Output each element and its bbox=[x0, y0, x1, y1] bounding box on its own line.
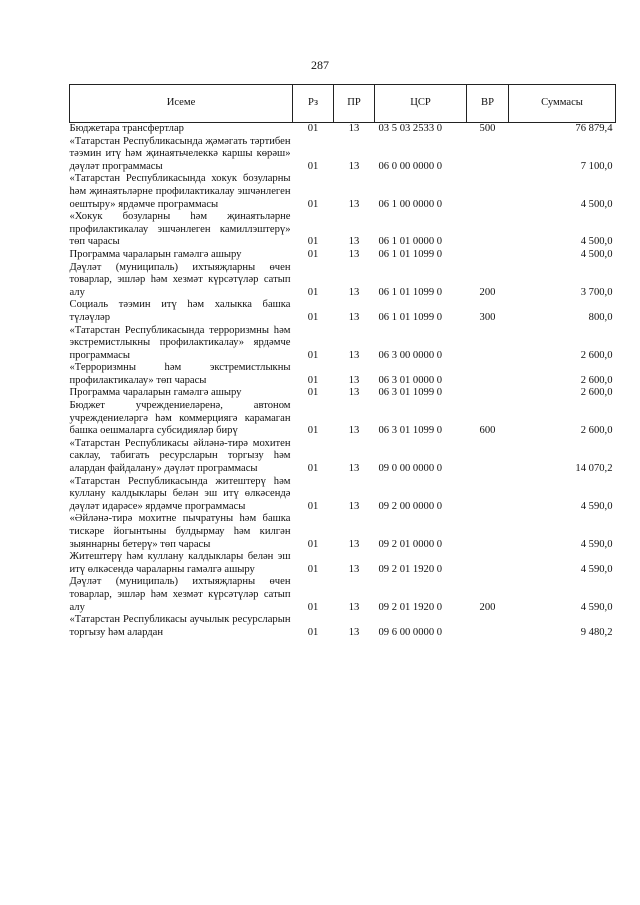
table-row bbox=[70, 476, 616, 514]
row-pr: 13 bbox=[348, 425, 360, 437]
row-vr bbox=[467, 387, 509, 400]
row-name: Бюджет учреждениеләренә, автоном учреждениеләргә һәм коммерциягә карамаган башка оешмаларга субсидияләр бирү bbox=[69, 400, 291, 437]
row-pr: 13 bbox=[348, 286, 360, 298]
header-vr: ВР bbox=[467, 85, 509, 123]
row-rz: 01 bbox=[307, 463, 319, 475]
row-name: Бюджетара трансфертлар bbox=[69, 123, 184, 134]
header-rz: Рз bbox=[293, 85, 334, 123]
table-row bbox=[70, 211, 616, 249]
header-sum: Суммасы bbox=[509, 85, 616, 123]
row-sum: 4 590,0 bbox=[580, 500, 613, 512]
row-sum: 2 600,0 bbox=[580, 425, 613, 437]
row-vr: 600 bbox=[479, 425, 496, 437]
page-number: 287 bbox=[311, 58, 329, 72]
row-rz: 01 bbox=[307, 286, 319, 298]
row-rz: 01 bbox=[307, 387, 319, 399]
row-csr: 06 0 00 0000 0 bbox=[378, 160, 443, 172]
row-sum: 4 590,0 bbox=[580, 538, 613, 550]
table-row bbox=[70, 136, 616, 174]
row-vr: 300 bbox=[479, 311, 496, 323]
row-rz: 01 bbox=[307, 601, 319, 613]
row-sum: 800,0 bbox=[588, 311, 613, 323]
row-rz: 01 bbox=[307, 425, 319, 437]
row-vr bbox=[467, 362, 509, 387]
row-name: «Татарстан Республикасы әйләнә-тирә мохитен саклау, табигать ресурсларын торгызу һәм алардан файдалану» дәүләт программасы bbox=[69, 437, 291, 475]
table-row bbox=[70, 362, 616, 387]
row-name: Социаль тәэмин итү һәм халыкка башка түләүләр bbox=[69, 299, 291, 323]
row-rz: 01 bbox=[307, 160, 319, 172]
row-pr: 13 bbox=[348, 248, 360, 260]
row-pr: 13 bbox=[348, 500, 360, 512]
table-row bbox=[70, 123, 616, 136]
row-sum: 2 600,0 bbox=[580, 349, 613, 361]
row-csr: 09 6 00 0000 0 bbox=[378, 626, 443, 638]
row-vr bbox=[467, 476, 509, 514]
row-rz: 01 bbox=[307, 236, 319, 248]
row-rz: 01 bbox=[307, 123, 319, 134]
row-rz: 01 bbox=[307, 311, 319, 323]
table-row bbox=[70, 438, 616, 476]
row-csr: 06 1 00 0000 0 bbox=[378, 198, 443, 210]
table-row bbox=[70, 325, 616, 363]
row-rz: 01 bbox=[307, 563, 319, 575]
row-csr: 06 3 01 1099 0 bbox=[378, 425, 443, 437]
row-sum: 4 590,0 bbox=[580, 601, 613, 613]
row-sum: 4 590,0 bbox=[580, 563, 613, 575]
table-row bbox=[70, 576, 616, 614]
row-pr: 13 bbox=[348, 463, 360, 475]
row-name: Программа чараларын гамәлгә ашыру bbox=[69, 248, 242, 260]
row-pr: 13 bbox=[348, 601, 360, 613]
row-sum: 14 070,2 bbox=[575, 463, 613, 475]
row-rz: 01 bbox=[307, 349, 319, 361]
row-name: «Әйләнә-тирә мохитне пычратуны һәм башка тискәре йогынтыны булдырмау һәм килгән зыяннарны бетерү» төп чарасы bbox=[69, 513, 291, 550]
row-name: Дәүләт (муниципаль) ихтыяҗларны өчен товарлар, эшләр һәм хезмәт күрсәтүләр сатып алу bbox=[69, 261, 291, 298]
row-csr: 03 5 03 2533 0 bbox=[378, 123, 443, 134]
row-name: «Хокук бозуларны һәм җинаятьләрне профилактикалау эшчәнлеген камиллэштерү» төп чарасы bbox=[69, 211, 291, 248]
table-row bbox=[70, 249, 616, 262]
row-pr: 13 bbox=[348, 374, 360, 386]
row-pr: 13 bbox=[348, 198, 360, 210]
row-pr: 13 bbox=[348, 123, 360, 134]
row-pr: 13 bbox=[348, 626, 360, 638]
row-name: «Татарстан Республикасы аучылык ресурсларын торгызу һәм алардан bbox=[69, 614, 291, 638]
row-rz: 01 bbox=[307, 538, 319, 550]
row-vr: 500 bbox=[479, 123, 496, 134]
row-csr: 06 1 01 1099 0 bbox=[378, 286, 443, 298]
row-csr: 09 0 00 0000 0 bbox=[378, 463, 443, 475]
row-name: «Терроризмны һәм экстремистлыкны профилактикалау» төп чарасы bbox=[69, 362, 291, 386]
row-pr: 13 bbox=[348, 349, 360, 361]
row-name: «Татарстан Республикасында хокук бозуларны һәм җинаятьләрне профилактикалау эшчәнлеген оештыру» ярдәмче программасы bbox=[69, 173, 291, 210]
row-pr: 13 bbox=[348, 538, 360, 550]
table-row bbox=[70, 262, 616, 300]
row-sum: 3 700,0 bbox=[580, 286, 613, 298]
row-pr: 13 bbox=[348, 563, 360, 575]
table-row bbox=[70, 387, 616, 400]
table-row bbox=[70, 551, 616, 576]
row-vr bbox=[467, 173, 509, 211]
row-sum: 2 600,0 bbox=[580, 374, 613, 386]
row-csr: 06 1 01 1099 0 bbox=[378, 311, 443, 323]
header-csr: ЦСР bbox=[375, 85, 467, 123]
row-csr: 09 2 01 1920 0 bbox=[378, 563, 443, 575]
row-sum: 9 480,2 bbox=[580, 626, 613, 638]
table-row bbox=[70, 400, 616, 438]
row-vr bbox=[467, 325, 509, 363]
row-vr: 200 bbox=[479, 601, 496, 613]
row-csr: 09 2 00 0000 0 bbox=[378, 500, 443, 512]
row-pr: 13 bbox=[348, 236, 360, 248]
row-rz: 01 bbox=[307, 626, 319, 638]
row-name: «Татарстан Республикасында житештерү һәм куллану калдыклары белән эш итү өлкәсендә дәүләт идарәсе» ярдәмче программасы bbox=[69, 475, 291, 512]
row-vr: 200 bbox=[479, 286, 496, 298]
row-rz: 01 bbox=[307, 198, 319, 210]
table-row bbox=[70, 614, 616, 639]
row-vr bbox=[467, 614, 509, 639]
row-name: Дәүләт (муниципаль) ихтыяҗларны өчен товарлар, эшләр һәм хезмәт күрсәтүләр сатып алу bbox=[69, 576, 291, 613]
table-row bbox=[70, 299, 616, 324]
row-vr bbox=[467, 513, 509, 551]
row-csr: 06 1 01 0000 0 bbox=[378, 236, 443, 248]
budget-table bbox=[69, 84, 616, 639]
row-vr bbox=[467, 438, 509, 476]
row-vr bbox=[467, 136, 509, 174]
row-name: Житештерү һәм куллану калдыклары белән эш итү өлкәсендә чараларны гамәлгә ашыру bbox=[69, 551, 291, 575]
row-name: Программа чараларын гамәлгә ашыру bbox=[69, 387, 242, 399]
table-header-row bbox=[70, 85, 616, 123]
row-vr bbox=[467, 551, 509, 576]
row-sum: 76 879,4 bbox=[575, 123, 613, 134]
row-csr: 09 2 01 0000 0 bbox=[378, 538, 443, 550]
row-sum: 2 600,0 bbox=[580, 387, 613, 399]
row-vr bbox=[467, 249, 509, 262]
row-vr bbox=[467, 211, 509, 249]
table-row bbox=[70, 173, 616, 211]
row-name: «Татарстан Республикасында терроризмны һәм экстремистлыкны профилактикалау» ярдәмче программасы bbox=[69, 324, 291, 361]
row-csr: 06 3 01 1099 0 bbox=[378, 387, 443, 399]
row-rz: 01 bbox=[307, 500, 319, 512]
header-pr: ПР bbox=[334, 85, 375, 123]
row-name: «Татарстан Республикасында җәмәгать тәртибен тәэмин итү һәм җинаятьчелеккә каршы көрәш» дәүләт программасы bbox=[69, 135, 291, 172]
row-rz: 01 bbox=[307, 374, 319, 386]
row-pr: 13 bbox=[348, 160, 360, 172]
row-csr: 06 3 01 0000 0 bbox=[378, 374, 443, 386]
row-sum: 4 500,0 bbox=[580, 236, 613, 248]
header-name: Исеме bbox=[70, 85, 293, 123]
row-sum: 4 500,0 bbox=[580, 198, 613, 210]
table-row bbox=[70, 513, 616, 551]
row-pr: 13 bbox=[348, 311, 360, 323]
row-csr: 09 2 01 1920 0 bbox=[378, 601, 443, 613]
row-sum: 4 500,0 bbox=[580, 248, 613, 260]
row-sum: 7 100,0 bbox=[580, 160, 613, 172]
row-csr: 06 1 01 1099 0 bbox=[378, 248, 443, 260]
row-pr: 13 bbox=[348, 387, 360, 399]
row-csr: 06 3 00 0000 0 bbox=[378, 349, 443, 361]
row-rz: 01 bbox=[307, 248, 319, 260]
